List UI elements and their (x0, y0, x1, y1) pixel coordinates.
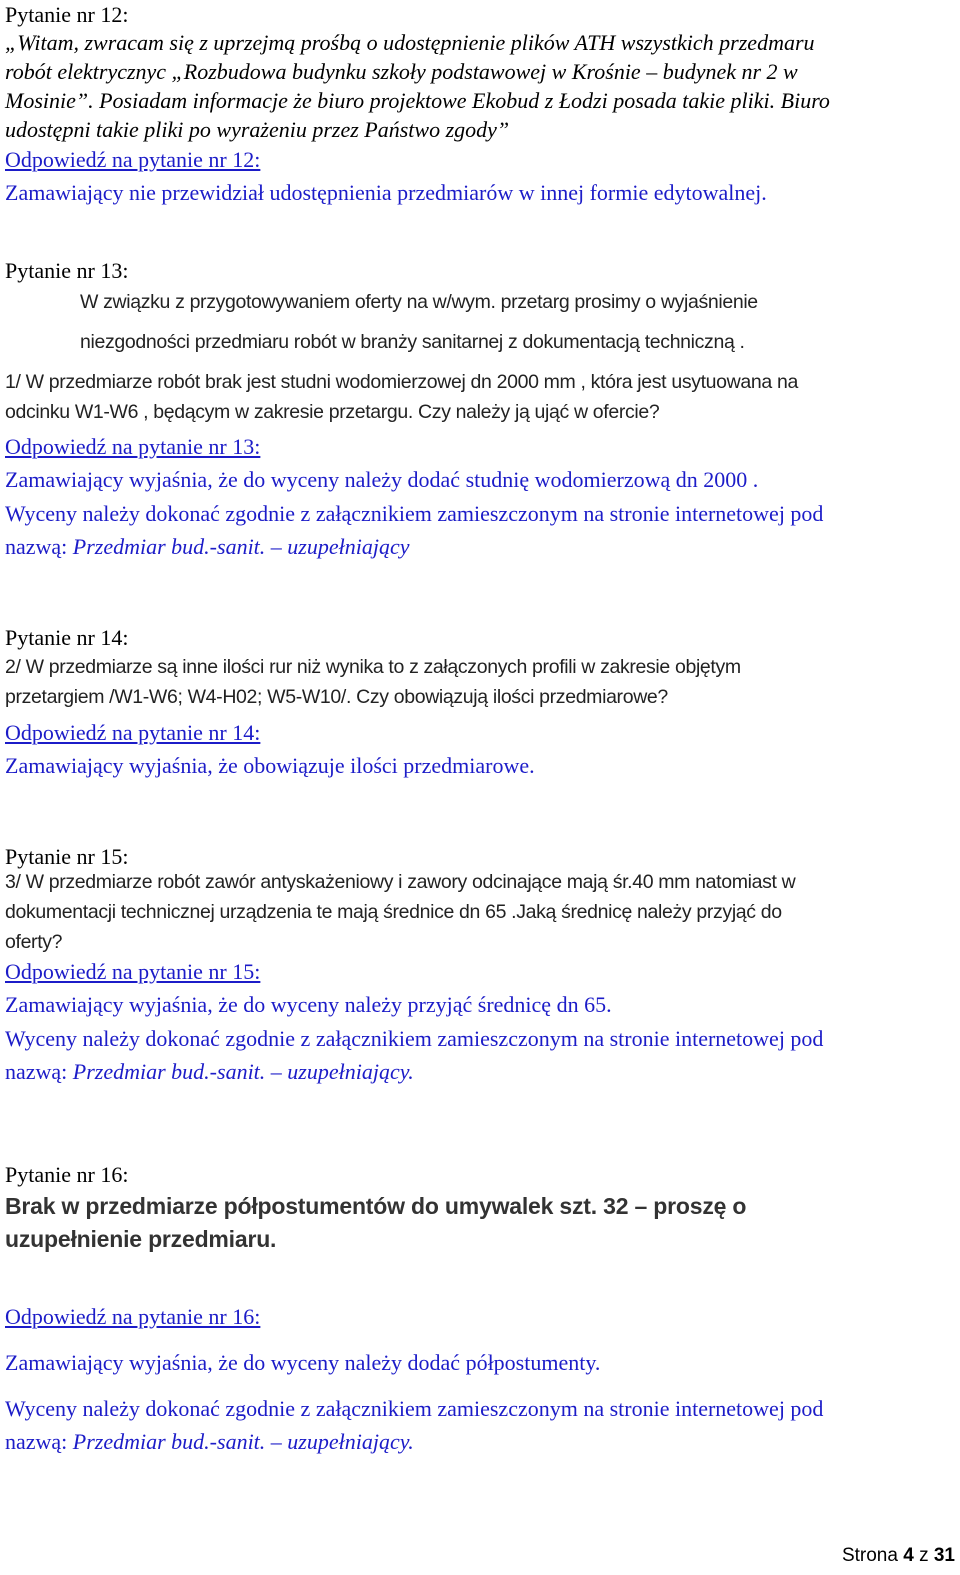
scan-line: dokumentacji technicznej urządzenia te mają średnice dn 65 .Jaką średnicę należy przyjąć do (5, 901, 782, 923)
answer-15-text: Zamawiający wyjaśnia, że do wyceny należy przyjąć średnicę dn 65. (5, 992, 612, 1017)
scan-line: uzupełnienie przedmiaru. (5, 1226, 277, 1252)
answer-15-text: Wyceny należy dokonać zgodnie z załącznikiem zamieszczonym na stronie internetowej pod (5, 1026, 824, 1051)
answer-16-attachment-name: Przedmiar bud.-sanit. – uzupełniający. (72, 1429, 414, 1454)
question-12-text-line: robót elektrycznyc „Rozbudowa budynku szkoły podstawowej w Krośnie – budynek nr 2 w (5, 59, 798, 84)
scan-line: niezgodności przedmiaru robót w branży sanitarnej z dokumentacją techniczną . (80, 331, 745, 353)
answer-16-text: Zamawiający wyjaśnia, że do wyceny należy dodać półpostumenty. (5, 1350, 601, 1375)
answer-16-text: Wyceny należy dokonać zgodnie z załącznikiem zamieszczonym na stronie internetowej pod (5, 1396, 824, 1421)
answer-12-text: Zamawiający nie przewidział udostępnienia przedmiarów w innej formie edytowalnej. (5, 180, 767, 205)
answer-15-prefix: nazwą: (5, 1059, 73, 1084)
scan-line: oferty? (5, 931, 63, 953)
answer-13-prefix: nazwą: (5, 534, 73, 559)
question-14-scanned-text (5, 652, 955, 712)
question-13-heading: Pytanie nr 13: (5, 258, 129, 283)
scan-line: 2/ W przedmiarze są inne ilości rur niż wynika to z załączonych profili w zakresie objętym (5, 656, 741, 678)
question-14-heading: Pytanie nr 14: (5, 625, 129, 650)
question-12-text-line: udostępni takie pliki po wyrażeniu przez Państwo zgody” (5, 117, 510, 142)
answer-16-text (5, 1427, 414, 1456)
answer-16-prefix: nazwą: (5, 1429, 73, 1454)
question-12-heading: Pytanie nr 12: (5, 2, 129, 27)
question-15-heading: Pytanie nr 15: (5, 844, 129, 869)
scan-line: 3/ W przedmiarze robót zawór antyskażeniowy i zawory odcinające mają śr.40 mm natomiast w (5, 871, 796, 893)
question-16-scanned-text (5, 1190, 955, 1256)
answer-16-heading: Odpowiedź na pytanie nr 16: (5, 1304, 261, 1329)
answer-15-text (5, 1057, 414, 1086)
answer-13-text (5, 532, 410, 561)
scan-line: W związku z przygotowywaniem oferty na w/wym. przetarg prosimy o wyjaśnienie (80, 291, 758, 313)
answer-12-heading: Odpowiedź na pytanie nr 12: (5, 147, 261, 172)
question-12-text-line: Mosinie”. Posiadam informacje że biuro projektowe Ekobud z Łodzi posada takie pliki. Biuro (5, 88, 830, 113)
answer-14-heading: Odpowiedź na pytanie nr 14: (5, 720, 261, 745)
footer-page: 4 (903, 1545, 914, 1566)
scan-line: Brak w przedmiarze półpostumentów do umywalek szt. 32 – proszę o (5, 1193, 747, 1219)
question-16-heading: Pytanie nr 16: (5, 1162, 129, 1187)
answer-13-text: Wyceny należy dokonać zgodnie z załącznikiem zamieszczonym na stronie internetowej pod (5, 501, 824, 526)
question-12-text-line: „Witam, zwracam się z uprzejmą prośbą o udostępnienie plików ATH wszystkich przedmaru (5, 30, 815, 55)
answer-15-attachment-name: Przedmiar bud.-sanit. – uzupełniający. (72, 1059, 414, 1084)
answer-13-attachment-name: Przedmiar bud.-sanit. – uzupełniający (72, 534, 410, 559)
footer-of: z (919, 1545, 929, 1566)
answer-13-heading: Odpowiedź na pytanie nr 13: (5, 434, 261, 459)
scan-line: 1/ W przedmiarze robót brak jest studni wodomierzowej dn 2000 mm , która jest usytuowana na (5, 371, 798, 393)
question-13-scanned-text (5, 287, 955, 427)
answer-15-heading: Odpowiedź na pytanie nr 15: (5, 959, 261, 984)
scan-line: przetargiem /W1-W6; W4-H02; W5-W10/. Czy obowiązują ilości przedmiarowe? (5, 686, 668, 708)
scan-line: odcinku W1-W6 , będącym w zakresie przetargu. Czy należy ją ująć w ofercie? (5, 401, 660, 423)
question-15-scanned-text (5, 867, 955, 957)
page-number-footer (842, 1545, 955, 1567)
footer-label: Strona (841, 1545, 898, 1566)
answer-14-text: Zamawiający wyjaśnia, że obowiązuje ilości przedmiarowe. (5, 753, 535, 778)
footer-total: 31 (933, 1545, 955, 1566)
answer-13-text: Zamawiający wyjaśnia, że do wyceny należy dodać studnię wodomierzową dn 2000 . (5, 467, 759, 492)
